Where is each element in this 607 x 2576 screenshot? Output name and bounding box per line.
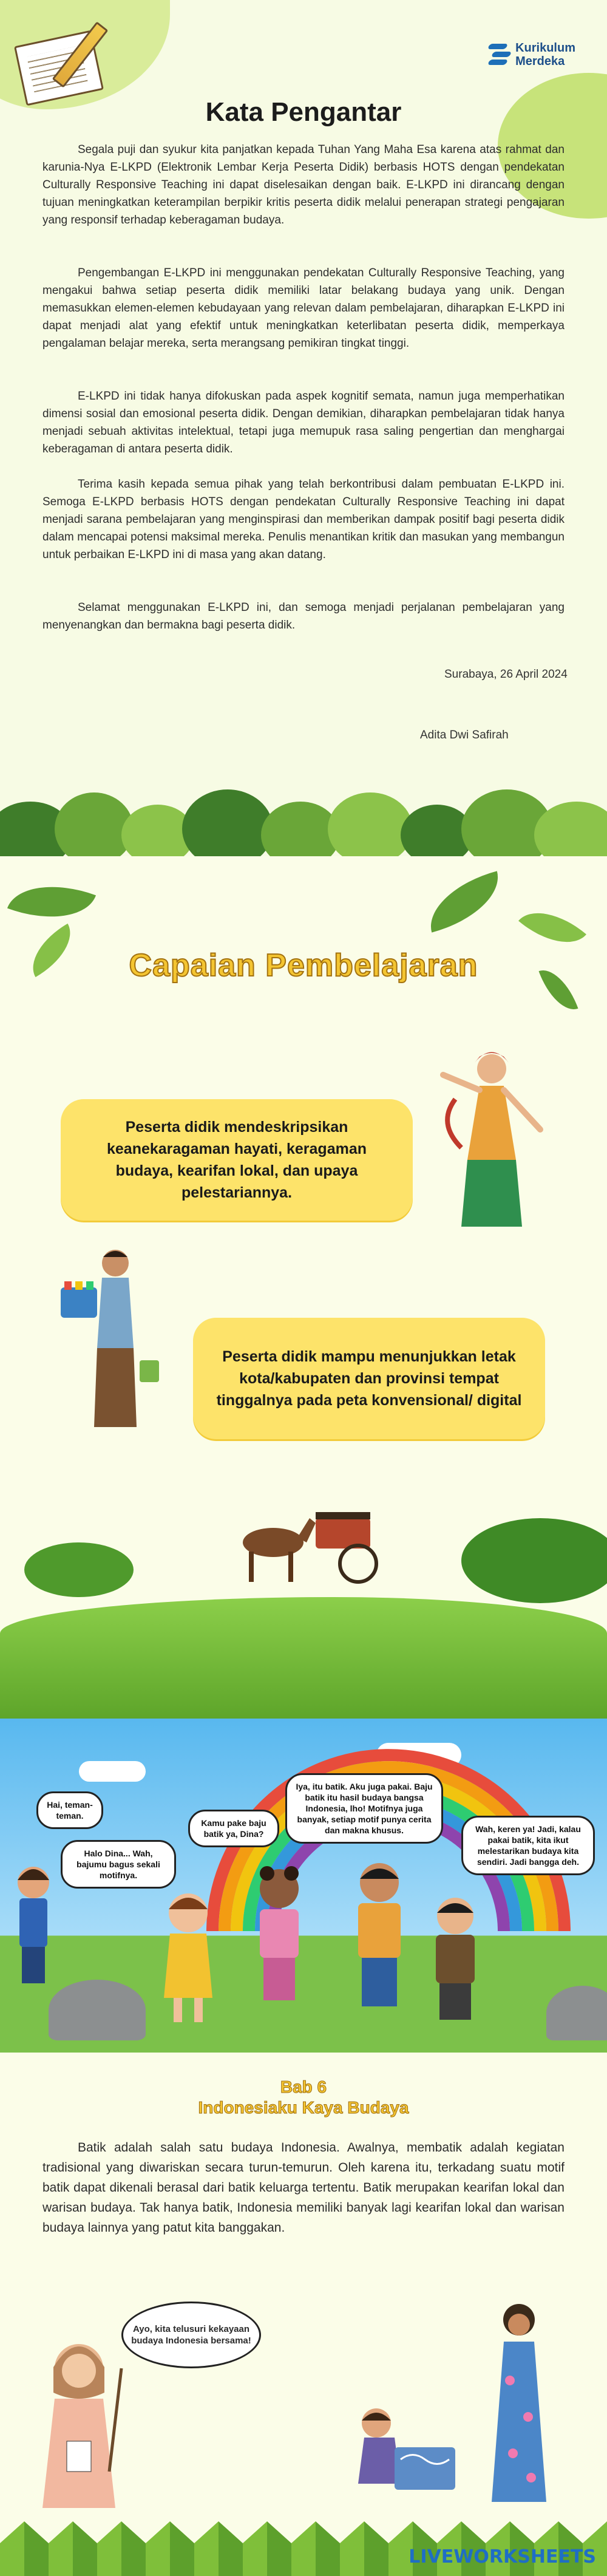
kata-pengantar-section xyxy=(0,0,607,850)
page-title: Kata Pengantar xyxy=(205,97,402,127)
speech-bubble-2: Halo Dina... Wah, bajumu bagus sekali motifnya. xyxy=(61,1840,176,1889)
rock-decor xyxy=(546,1986,607,2040)
capaian-section xyxy=(0,856,607,1719)
logo-icon xyxy=(489,43,509,67)
cloud-decor xyxy=(79,1761,146,1782)
intro-paragraph-2: Pengembangan E-LKPD ini menggunakan pendekatan Culturally Responsive Teaching, yang mengakui bahwa setiap peserta didik memiliki latar belakang budaya yang unik. Dengan memasukkan elemen-elemen kebudayaan yang relevan dalam pembelajaran, diharapkan E-LKPD ini dapat menjadi alat yang efektif untuk meningkatkan keterlibatan peserta didik, memperkaya pengalaman belajar mereka, serta merangsang pemikiran tingkat tinggi. xyxy=(42,267,565,350)
kid-illustration xyxy=(152,1883,225,2028)
speech-bubble-1: Hai, teman-teman. xyxy=(36,1791,103,1829)
speech-bubble-3: Kamu pake baju batik ya, Dina? xyxy=(188,1810,279,1847)
speech-bubble-4: Iya, itu batik. Aku juga pakai. Baju batik itu hasil budaya bangsa Indonesia, lho! Motifnya juga banyak, setiap motif punya cerita dan makna khusus. xyxy=(285,1773,443,1844)
logo-line1: Kurikulum xyxy=(515,41,575,55)
ground-decor xyxy=(0,1597,607,1719)
rock-decor xyxy=(49,1980,146,2040)
place-date: Surabaya, 26 April 2024 xyxy=(444,668,568,681)
author-name: Adita Dwi Safirah xyxy=(420,729,509,741)
kid-illustration xyxy=(6,1858,61,1992)
leaf-decor xyxy=(421,871,508,932)
leaf-decor xyxy=(7,868,96,935)
logo-line2: Merdeka xyxy=(515,55,565,68)
bush-decor xyxy=(24,1542,134,1597)
intro-paragraph-5: Selamat menggunakan E-LKPD ini, dan semoga menjadi perjalanan pembelajaran yang menyenangkan dan bermakna bagi peserta didik. xyxy=(42,601,565,632)
tree-border xyxy=(0,789,607,862)
liveworksheets-logo: LIVEWORKSHEETS xyxy=(409,2546,596,2567)
teacher-speech-bubble: Ayo, kita telusuri kekayaan budaya Indonesia bersama! xyxy=(121,2302,261,2368)
woman-illustration xyxy=(55,1239,170,1439)
chapter-number: Bab 6 xyxy=(280,2077,327,2096)
kid-illustration xyxy=(419,1889,492,2028)
learning-goal-2: Peserta didik mampu menunjukkan letak kota/kabupaten dan provinsi tempat tinggalnya pada peta konvensional/ digital xyxy=(193,1318,545,1439)
intro-paragraph-4: Terima kasih kepada semua pihak yang telah berkontribusi dalam pembuatan E-LKPD ini. Semoga E-LKPD berbasis HOTS dengan pendekatan Culturally Responsive Teaching ini dapat menjadi sarana pembelajaran yang menginspirasi dan memberikan dampak positif bagi peserta didik dalam mencapai potensi maksimal mereka. Penulis menantikan kritik dan masukan yang membangun untuk perbaikan E-LKPD ini di masa yang akan datang. xyxy=(42,478,565,561)
batik-maker-illustration xyxy=(340,2393,461,2514)
kurikulum-merdeka-logo xyxy=(489,41,575,68)
intro-paragraph-1: Segala puji dan syukur kita panjatkan kepada Tuhan Yang Maha Esa karena atas rahmat dan karunia-Nya E-LKPD (Elektronik Lembar Kerja Peserta Didik) berbasis HOTS dengan pendekatan Culturally Responsive Teaching ini dapat diselesaikan dengan baik. E-LKPD ini dirancang dengan tujuan meningkatkan keterampilan berpikir kritis peserta didik melalui penerapan strategi pengajaran yang responsif terhadap keberagaman budaya. xyxy=(42,143,565,227)
speech-bubble-5: Wah, keren ya! Jadi, kalau pakai batik, kita ikut melestarikan budaya kita sendiri. Jadi bangga deh. xyxy=(461,1816,595,1875)
comic-section xyxy=(0,1719,607,2053)
chapter-heading xyxy=(0,2077,607,2118)
horse-cart-illustration xyxy=(231,1500,395,1591)
dancer-illustration xyxy=(419,1038,565,1239)
batik-woman-illustration xyxy=(480,2295,558,2514)
chapter-paragraph: Batik adalah salah satu budaya Indonesia. Awalnya, membatik adalah kegiatan tradisional yang diwariskan secara turun-temurun. Oleh karena itu, terkadang suatu motif batik dapat dikenali berasal dari batik keluarga tertentu. Batik merupakan kearifan lokal dan warisan budaya. Tak hanya batik, Indonesia memiliki banyak lagi kearifan lokal dan warisan budaya lainnya yang patut kita banggakan. xyxy=(42,2141,565,2235)
kid-illustration xyxy=(340,1852,419,2016)
bab-section xyxy=(0,2053,607,2576)
bush-decor xyxy=(461,1518,607,1603)
chapter-title: Indonesiaku Kaya Budaya xyxy=(198,2098,409,2117)
learning-goal-1: Peserta didik mendeskripsikan keanekaragaman hayati, keragaman budaya, kearifan lokal, dan upaya pelestariannya. xyxy=(61,1099,413,1221)
kid-illustration xyxy=(243,1858,316,2010)
teacher-illustration xyxy=(30,2332,140,2514)
capaian-title: Capaian Pembelajaran xyxy=(129,948,478,983)
intro-paragraph-3: E-LKPD ini tidak hanya difokuskan pada aspek kognitif semata, namun juga memperhatikan dimensi sosial dan emosional peserta didik. Dengan demikian, diharapkan pembelajaran tidak hanya menjadi sebuah aktivitas intelektual, tetapi juga memupuk rasa saling pengertian dan menghargai keberagaman di antara peserta didik. xyxy=(42,390,565,455)
